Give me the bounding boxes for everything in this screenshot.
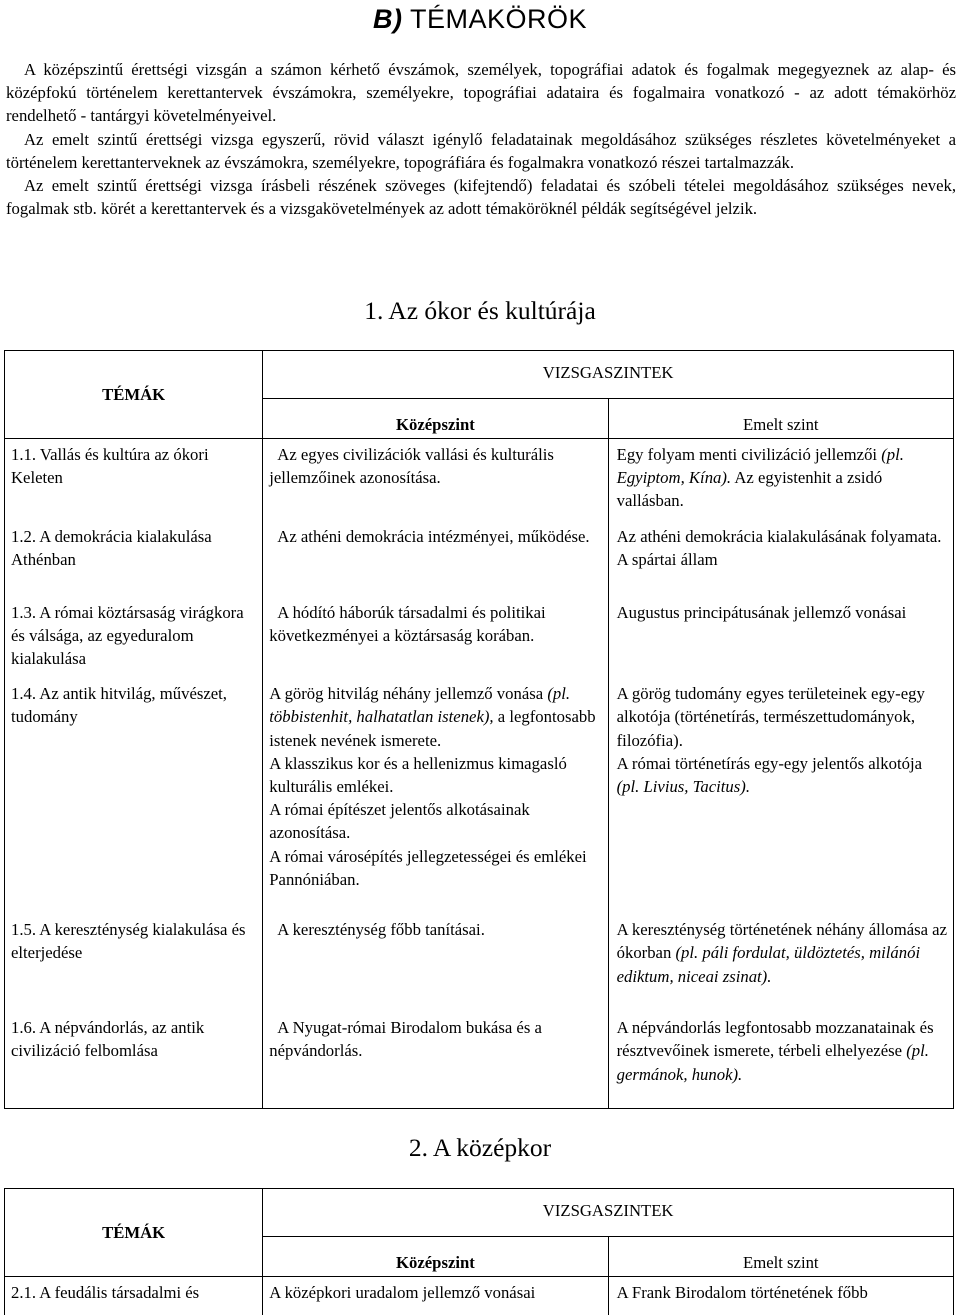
topic-text: 2.1. A feudális társadalmi és bbox=[11, 1283, 200, 1302]
intro-paragraph: Az emelt szintű érettségi vizsga írásbeli részének szöveges (kifejtendő) feladatai és szóbeli tételei megoldásához szükséges nevek, fogalmak stb. körét a kerettantervek és a vizsgakövetelmények az adott témaköröknél példák segítségével jelzik. bbox=[6, 176, 956, 219]
topic-text: 1.6. A népvándorlás, az antik civilizáció felbomlása bbox=[11, 1018, 205, 1061]
topic-cell bbox=[5, 678, 263, 914]
emelt-text-part: A római történetírás egy-egy jelentős alkotója bbox=[616, 753, 923, 773]
table-row bbox=[5, 914, 954, 1012]
kozepszint-text-part: A görög hitvilág néhány jellemző vonása bbox=[269, 684, 548, 704]
col-header-temak: TÉMÁK bbox=[5, 1189, 263, 1277]
kozepszint-text: A Nyugat-római Birodalom bukása és a népvándorlás. bbox=[269, 1018, 542, 1061]
table-row bbox=[5, 597, 954, 679]
kozepszint-text: A középkori uradalom jellemző vonásai bbox=[269, 1283, 536, 1302]
topic-text: 1.4. Az antik hitvilág, művészet, tudomány bbox=[11, 684, 227, 727]
section-heading: 2. A középkor bbox=[408, 1133, 552, 1162]
topic-cell bbox=[5, 597, 263, 679]
kozepszint-text-part: a legfontosabb istenek nevének ismerete. bbox=[269, 707, 596, 750]
topic-cell bbox=[5, 439, 263, 521]
emelt-cell bbox=[608, 678, 953, 914]
kozepszint-text: A kereszténység főbb tanításai. bbox=[277, 920, 485, 940]
kozepszint-cell bbox=[263, 1277, 608, 1315]
emelt-text: A népvándorlás legfontosabb mozzanatainak és résztvevőinek ismerete, térbeli elhelyezése bbox=[616, 1018, 934, 1061]
emelt-cell bbox=[608, 521, 953, 597]
kozepszint-cell bbox=[263, 439, 608, 521]
col-header-temak: TÉMÁK bbox=[5, 351, 263, 439]
emelt-text bbox=[617, 752, 947, 798]
emelt-text: A Frank Birodalom történetének főbb bbox=[616, 1283, 868, 1302]
topic-text: 1.5. A kereszténység kialakulása és elterjedése bbox=[11, 920, 246, 963]
topic-text: 1.2. A demokrácia kialakulása Athénban bbox=[11, 526, 212, 569]
kozepszint-cell bbox=[263, 914, 608, 1012]
kozepszint-cell bbox=[263, 521, 608, 597]
emelt-text: Egy folyam menti civilizáció jellemzői bbox=[616, 445, 882, 464]
col-header-vizsgaszintek: VIZSGASZINTEK bbox=[263, 351, 954, 399]
col-header-kozepszint: Középszint bbox=[263, 399, 608, 439]
kozepszint-cell bbox=[263, 678, 608, 914]
col-header-vizsgaszintek: VIZSGASZINTEK bbox=[263, 1189, 954, 1237]
kozepszint-text: A római városépítés jellegzetességei és emlékei Pannóniában. bbox=[269, 846, 587, 889]
kozepszint-cell bbox=[263, 597, 608, 679]
topic-cell bbox=[5, 1012, 263, 1108]
emelt-cell bbox=[608, 597, 953, 679]
kozepszint-text: Az egyes civilizációk vallási és kulturális jellemzőinek azonosítása. bbox=[269, 445, 554, 488]
col-header-emelt: Emelt szint bbox=[608, 399, 953, 439]
table-row bbox=[5, 521, 954, 597]
section-heading: 1. Az ókor és kultúrája bbox=[364, 296, 596, 325]
kozepszint-text: A hódító háborúk társadalmi és politikai következményei a köztársaság korában. bbox=[269, 602, 546, 645]
topic-text: 1.1. Vallás és kultúra az ókori Keleten bbox=[11, 445, 209, 488]
emelt-example: (pl. germánok, hunok). bbox=[616, 1041, 929, 1084]
topic-cell bbox=[5, 914, 263, 1012]
kozepszint-cell bbox=[263, 1012, 608, 1108]
emelt-text: Az egyistenhit a zsidó vallásban. bbox=[616, 468, 883, 511]
table-row bbox=[5, 1012, 954, 1108]
kozepszint-text: A klasszikus kor és a hellenizmus kimagasló kulturális emlékei. bbox=[269, 753, 567, 797]
emelt-cell bbox=[608, 914, 953, 1012]
topic-cell bbox=[5, 1277, 263, 1315]
table-row bbox=[5, 1277, 954, 1315]
intro-paragraph: Az emelt szintű érettségi vizsga egyszerű, rövid választ igénylő feladatainak megoldásához szükséges részletes követelményeket a történelem kerettanterveknek az évszámokra, személyekre, topográfiára és fogalmakra vonatkozó részei tartalmazzák. bbox=[6, 129, 956, 172]
emelt-cell bbox=[608, 1012, 953, 1108]
emelt-text: A spártai állam bbox=[616, 549, 718, 569]
intro-text bbox=[6, 58, 956, 220]
emelt-cell bbox=[608, 1277, 953, 1315]
topics-table bbox=[4, 1188, 954, 1315]
page-title bbox=[0, 4, 960, 35]
emelt-text: Az athéni demokrácia kialakulásának folyamata. bbox=[616, 526, 942, 546]
emelt-text: A kereszténység történetének néhány állomása az ókorban bbox=[616, 920, 947, 963]
emelt-example: (pl. Livius, Tacitus). bbox=[616, 777, 750, 797]
topics-table bbox=[4, 350, 954, 1109]
topic-text: 1.3. A római köztársaság virágkora és válsága, az egyeduralom kialakulása bbox=[11, 602, 244, 669]
emelt-text: Augustus principátusának jellemző vonásai bbox=[616, 602, 907, 622]
table-row bbox=[5, 439, 954, 521]
kozepszint-text bbox=[269, 682, 601, 752]
col-header-emelt: Emelt szint bbox=[608, 1237, 953, 1277]
table-row bbox=[5, 678, 954, 914]
intro-paragraph: A középszintű érettségi vizsgán a számon kérhető évszámok, személyek, topográfiai adatok és fogalmak megegyeznek az alap- és középfokú történelem kerettantervek évszámokra, személyekre, topográfiai adataira és fogalmaira vonatkozó - az adott témakörhöz rendelhető - tantárgyi követelményeivel. bbox=[6, 60, 956, 126]
page-title-text: TÉMAKÖRÖK bbox=[402, 4, 588, 34]
kozepszint-text: Az athéni demokrácia intézményei, működése. bbox=[277, 526, 590, 546]
emelt-text: A görög tudomány egyes területeinek egy-egy alkotója (történetírás, természettudományok, filozófia). bbox=[616, 684, 925, 750]
kozepszint-text: A római építészet jelentős alkotásainak azonosítása. bbox=[269, 800, 530, 843]
emelt-example: (pl. Egyiptom, Kína). bbox=[616, 445, 904, 488]
topic-cell bbox=[5, 521, 263, 597]
emelt-cell bbox=[608, 439, 953, 521]
col-header-kozepszint: Középszint bbox=[263, 1237, 608, 1277]
emelt-example: (pl. páli fordulat, üldöztetés, milánói ediktum, niceai zsinat). bbox=[616, 943, 921, 986]
page-title-lead: B) bbox=[372, 4, 403, 34]
kozepszint-example: (pl. többistenhit, halhatatlan istenek), bbox=[269, 684, 571, 727]
